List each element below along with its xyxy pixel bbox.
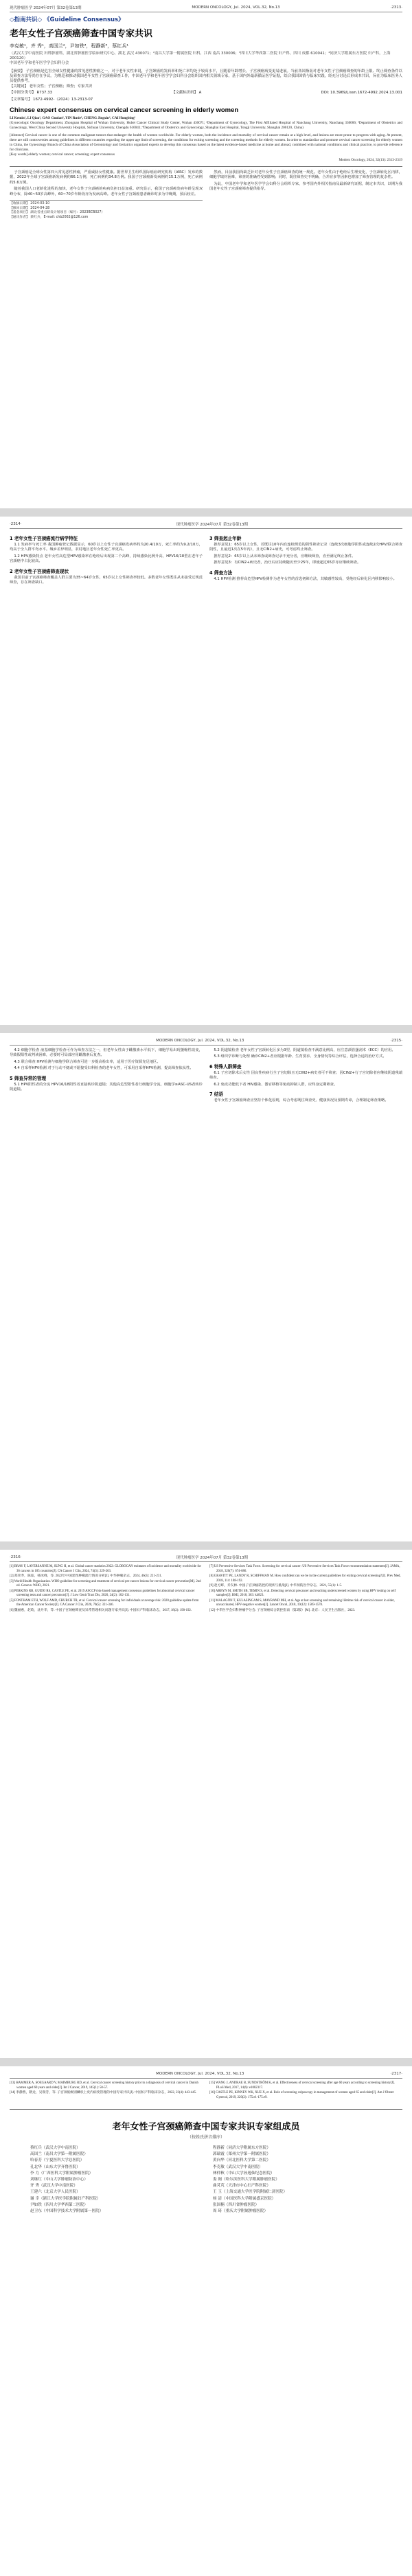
article-number: 【文章编号】 1672-4992-（2024）13-2313-07: [10, 97, 93, 102]
panel-member: 曲芃芃（天津市中心妇产科医院）: [213, 2184, 271, 2189]
paragraph: 6.1 子宫切除术后女性 因良性疾病行全子宫切除且无CIN2+病史者可不筛查；因CIN2+行子宫切除者应继续阴道残端筛查。: [209, 1070, 402, 1081]
panel-member: 赵卫东（中国科学技术大学附属第一医院）: [30, 2209, 104, 2214]
header-journal-en: MODERN ONCOLOGY, Jul. 2024, VOL.32, No.13: [156, 2071, 244, 2076]
reference-item: [7] US Preventive Services Task Force. Screening for cervical cancer: US Preventive Services Task Force recommendation statement[J]. JAMA, 2018, 320(7): 674-686.: [209, 1565, 400, 1573]
reference-item: [13] HAMMER A, SOEGAARD V, MAIMBURG RD, et al. Cervical cancer screening history prior to a diagnosis of cervical cancer in Danish women aged 60 years and older[J]. Int J Cancer, 2019, 145(1): 50-57.: [10, 2081, 198, 2090]
reference-item: [14] 李静然，隋龙，吴瑞芳，等. 子宫颈低级别鳞状上皮内病变管理的中国专家共识[J]. 中国妇产科临床杂志，2022, 23(4): 443-445.: [10, 2091, 197, 2094]
reference-item: [3] World Health Organization. WHO guideline for screening and treatment of cervical pre-cancer lesions for cervical cancer prevention[M]. 2nd ed. Geneva: WHO, 2021.: [10, 1579, 201, 1588]
reference-item: [1] BRAY F, LAVERSANNE M, SUNG H, et al. Global cancer statistics 2022: GLOBOCAN estimates of incidence and mortality worldwide for 36 cancers in 185 countries[J]. CA Cancer J Clin, 2024, 74(3): 229-263.: [10, 1565, 201, 1573]
header-journal-en: MODERN ONCOLOGY, Jul. 2024, VOL.32, No.13: [192, 5, 280, 10]
page-header: [10, 1554, 402, 1562]
page-header: [10, 4, 402, 12]
header-page-number: ·2314·: [10, 521, 22, 526]
reference-item: [15] WANG J, ANDRAE B, SUNDSTRÖM K, et al. Effectiveness of cervical screening after age 60 years according to screening history[J]. PLoS Med, 2017, 14(6): e1002317.: [209, 2081, 396, 2090]
divider: [10, 166, 402, 167]
header-journal-cn: 现代肿瘤医学 2024年07月 第32卷第13期: [176, 522, 248, 527]
column-right: [209, 1048, 402, 1105]
panel-member: 孔北华（山东大学齐鲁医院）: [30, 2165, 80, 2169]
reference-item: [16] CASTLE PE, KINNEY WK, XUE X, et al. Role of screening colposcopy in management of women aged 65 and older[J]. Am J Obstet Gynecol, 2019, 220(2): 175.e1-175.e9.: [209, 2091, 394, 2099]
expert-panel: [10, 2109, 402, 2215]
reference-item: [5] FONTHAM ETH, WOLF AMD, CHURCH TR, et al. Cervical cancer screening for individuals at average risk: 2020 guideline update from the American Cancer Society[J]. CA Cancer J Clin, 2020, 70(5): 321-346.: [10, 1598, 199, 1607]
reference-columns: [10, 1565, 402, 1614]
section-heading: 6 特殊人群筛查: [209, 1063, 242, 1070]
section-tag-en: 《Guideline Consensus》: [44, 16, 124, 23]
panel-member: 娄 阁（哈尔滨医科大学附属肿瘤医院）: [213, 2178, 279, 2182]
header-journal-en: MODERN ONCOLOGY, Jul. 2024, VOL.32, No.13: [156, 1038, 244, 1043]
section-heading: 7 结语: [209, 1092, 224, 1098]
page-5: [0, 2066, 412, 2576]
body-columns: [10, 170, 402, 220]
reference-item: [8] GRAVITT PE, LANDY R, SCHIFFMAN M. How confident can we be in the current guidelines for exiting cervical screening?[J]. Prev Med, 2018, 114: 188-192.: [209, 1574, 401, 1583]
paragraph: 我国目前子宫颈癌筛查覆盖人群主要为35~64岁女性，65岁以上女性筛查率较低。多数老年女性既往从未接受过规范筛查，存在筛查缺口。: [10, 575, 203, 585]
column-left: [10, 170, 203, 220]
page-1: [0, 0, 412, 508]
panel-member: 高国兰（南昌大学第一附属医院）: [30, 2152, 88, 2157]
panel-member: 哈春芳（宁夏医科大学总医院）: [30, 2158, 84, 2163]
body-columns: [10, 532, 402, 587]
section-heading: 3 筛查起止年龄: [209, 536, 242, 541]
section-heading: 5 筛查异常的管理: [10, 1075, 47, 1081]
column-right: [209, 2081, 402, 2101]
keywords-cn: 【关键词】 老年女性；子宫颈癌；筛查；专家共识: [10, 84, 93, 89]
paragraph: 随着我国人口老龄化进程的加快，老年女性子宫颈癌的疾病负担日益加重。研究显示，我国子宫颈癌发病年龄呈现双峰分布，除40~50岁高峰外，60~70岁年龄段亦为发病高峰。老年女性子宫颈癌患者确诊时多为中晚期，预后较差。: [10, 187, 203, 196]
panel-member: 杨 清（中国医科大学附属盛京医院）: [213, 2196, 276, 2201]
paragraph: 子宫颈癌是全球女性第四大常见恶性肿瘤，严重威胁女性健康。据世界卫生组织国际癌症研究机构（IARC）发布的数据，2022年全球子宫颈癌新发病例约66.1万例，死亡病例约34.8万例。我国子宫颈癌新发病例约15.1万例，死亡病例约5.6万例。: [10, 170, 203, 185]
reference-columns: [10, 2081, 402, 2101]
header-page-number: ·2315·: [390, 1038, 402, 1043]
section-tag-cn: ◇指南共识◇: [10, 16, 43, 23]
paragraph: 为此，中国老年学和老年医学学会妇科分会组织专家，参考国内外相关指南及最新研究证据，制定本共识，以期为我国老年女性子宫颈癌筛查提供指导。: [209, 181, 402, 192]
column-left: [10, 1565, 203, 1614]
column-left: [10, 532, 203, 587]
panel-title: 老年女性子宫颈癌筛查中国专家共识专家组成员: [112, 2122, 300, 2132]
member-list: [10, 2145, 402, 2215]
panel-member: 刘继红（中山大学肿瘤防治中心）: [30, 2178, 88, 2182]
article-title-cn: 老年女性子宫颈癌筛查中国专家共识: [10, 29, 153, 39]
panel-member: 程静新（同济大学附属东方医院）: [213, 2146, 271, 2150]
paragraph: 5.2 阴道镜检查 老年女性子宫颈转化区多为3型，阴道镜检查不满意比例高，应注意颈管搔刮术（ECC）的应用。: [214, 1048, 396, 1052]
page-3: [0, 1033, 412, 1541]
header-page-number: ·2316·: [10, 1555, 22, 1559]
reference-item: [6] 魏丽惠，赵昀，沈丹华，等. 中国子宫颈癌筛查及异常管理相关问题专家共识[J]. 中国妇产科临床杂志，2017, 18(2): 190-192.: [10, 1608, 192, 1612]
doi: DOI: 10.3969/j.issn.1672-4992.2024.13.001: [321, 91, 402, 95]
header-page-number: ·2313·: [390, 5, 402, 10]
citation-en: Modern Oncology, 2024, 32(13): 2313-2319: [339, 157, 402, 162]
panel-member: 谢 幸（浙江大学医学院附属妇产科医院）: [30, 2196, 101, 2201]
panel-member: 齐 秀（武汉大学中南医院）: [30, 2184, 78, 2189]
panel-member: 王建六（北京大学人民医院）: [30, 2190, 80, 2195]
panel-member: 李 力（广西医科大学附属肿瘤医院）: [30, 2171, 93, 2176]
doc-code: 【文献标识码】 A: [172, 91, 202, 95]
reference-item: [12] 中华医学会妇科肿瘤学分会. 子宫颈癌综合防控指南（第2版）[M]. 北京：人民卫生出版社，2023.: [209, 1608, 356, 1612]
authors-cn: 李克敏¹，齐 秀¹，高国兰²，尹如铁³，程静新⁴，蔡红兵¹: [10, 43, 129, 49]
section-heading: 2 老年女性子宫颈癌筛查现状: [10, 568, 69, 574]
panel-subtitle: （按姓氏拼音排序）: [187, 2135, 225, 2140]
panel-member: 王 玉（上海交通大学医学院附属仁济医院）: [213, 2190, 288, 2195]
affiliation-society: 中国老年学和老年医学学会妇科分会: [10, 61, 69, 66]
page-header: [10, 521, 402, 529]
paragraph: 4.1 HPV检测 推荐高危型HPV检测作为老年女性的首选初筛方法，其敏感性较高，受绝经后转化区内移影响较小。: [214, 576, 397, 581]
panel-member: 张国楠（四川省肿瘤医院）: [213, 2202, 260, 2207]
page-4: [0, 1550, 412, 2058]
column-left: [10, 2081, 203, 2101]
paragraph: 4.3 联合筛查 HPV检测与细胞学联合筛查可进一步提高检出率，适用于医疗资源充足地区。: [14, 1059, 161, 1064]
reference-item: [11] MALAGÓN T, KULASINGAM S, MAYRAND MH, et al. Age at last screening and remaining lifetime risk of cervical cancer in older, unvaccinated, HPV-negative women[J]. Lancet Oncol, 2018, 19(12): 1569-1578.: [209, 1598, 395, 1607]
paragraph: 4.2 细胞学检查 液基细胞学检查可作为筛查方法之一，但老年女性由于雌激素水平低下，细胞学易出现萎缩性改变，导致假阳性或判读困难，必要时可局部应用雌激素后复查。: [10, 1048, 203, 1058]
paragraph: 然而，目前我国尚缺乏针对老年女性子宫颈癌筛查的统一规范。老年女性由于绝经后生理变化，子宫颈转化区内移，细胞学取材困难，筛查的准确性受到影响；同时，既往筛查史不明确、合并症多等因素也增加了筛查管理的复杂性。: [209, 170, 402, 180]
page-header: [10, 2070, 402, 2079]
panel-member: 周 琦（重庆大学附属肿瘤医院）: [213, 2209, 268, 2214]
affiliation-cn: （武汉大学中南医院 妇科肿瘤科，湖北省肿瘤医学临床研究中心，湖北 武汉 430071；²南昌大学第一附属医院 妇科，江西 南昌 330006；³四川大学华西第二医院 妇产科，四川 成都 610041；⁴同济大学附属东方医院 妇产科，上海 200120）: [10, 52, 391, 61]
header-journal-cn: 现代肿瘤医学 2024年07月 第32卷第13期: [10, 5, 82, 10]
panel-member: 林仲秋（中山大学孙逸仙纪念医院）: [213, 2171, 275, 2176]
paragraph: 1.2 HPV感染特点 老年女性高危型HPV感染率在绝经后出现第二个高峰，持续感染比例升高，HPV16/18型在老年子宫颈癌中占比较高。: [10, 554, 203, 564]
section-heading: 4 筛查方法: [209, 569, 233, 576]
reference-item: [2] 郑荣寿，陈茹，韩冰峰，等. 2022年中国恶性肿瘤流行情况分析[J]. 中华肿瘤杂志，2024, 46(3): 221-231.: [10, 1574, 162, 1578]
abstract-en: [Abstract] Cervical cancer is one of the common malignant tumors that endanger the health of women worldwide. For elderly women, both the incidence and mortality of cervical cancer remain at a high level, and lesions are more prone to progress with aging. At present, there are still controversies among guidelines in different countries regarding the upper age limit of screening, the conditions for exiting screening and the screening methods for elderly women. In order to standardize and promote cervical cancer screening for elderly women in China, the Gynecology Branch of China Association of Gerontology and Geriatrics organized experts to develop this consensus based on the latest evidence-based medicine at home and abroad, combined with national conditions and clinical practice, to provide reference for clinicians.: [10, 133, 402, 152]
abstract-cn: 【摘要】 子宫颈癌是危害全球女性健康的常见恶性肿瘤之一。对于老年女性来说，子宫颈癌的发病率和死亡率均处于较高水平，且随着年龄增长，子宫颈癌病变更易进展。当前各国指南对老年女性子宫颈癌筛查的年龄上限、终止筛查条件以及筛查方法等尚存在争议。为规范和推动我国老年女性子宫颈癌筛查工作，中国老年学和老年医学学会妇科分会组织国内相关领域专家，基于国内外最新循证医学证据，结合我国国情与临床实践，经充分讨论后形成本共识，旨在为临床医务人员提供参考。: [10, 69, 402, 84]
recommendation: 推荐意见3：有CIN2+病史者，治疗后应持续随访至少25年，即使超过65岁亦应继续筛查。: [214, 561, 361, 565]
panel-member: 尹如铁（四川大学华西第二医院）: [30, 2202, 88, 2207]
section-heading: 1 老年女性子宫颈癌流行病学特征: [10, 536, 78, 541]
paragraph: 5.1 HPV阳性者的分流 HPV16/18阳性者直接转诊阴道镜；其他高危型阳性者行细胞学分流，细胞学≥ASC-US者转诊阴道镜。: [10, 1082, 203, 1092]
authors-en: LI Kemin¹, LI Qiao¹, GAO Guolan², YIN Rutie³, CHENG Jingxin⁴, CAI Hongbing¹: [10, 116, 136, 121]
footnotes: 【收稿日期】 2024-03-10 【修回日期】 2024-04-28 【基金项目】 湖北省重点研发计划项目（编号：2023BCB027） 【通讯作者】 蔡红兵，E-mail: chb2002@126.com: [10, 200, 203, 220]
article-meta: [10, 91, 402, 95]
section-tag: [10, 15, 402, 23]
body-columns: [10, 1048, 402, 1105]
affiliation-en: (Gynecologic Oncology Department, Zhongnan Hospital of Wuhan University, Hubei Cancer Clinical Study Center, Wuhan 430071; ²Department of Gynecology, The First Affiliated Hospital of Nanchang University, Nanchang 330006; ³Department of Obstetrics and Gynecology, West China Second University Hospital, Sichuan University, Chengdu 610041; ⁴Department of Obstetrics and Gynecology, Shanghai East Hospital, Tongji University, Shanghai 200120, China): [10, 121, 402, 131]
column-left: [10, 1048, 203, 1105]
panel-member: 黄向华（河北医科大学第二医院）: [213, 2158, 271, 2163]
header-page-number: ·2317·: [390, 2071, 402, 2076]
paragraph: 6.2 免疫功能低下者 HIV感染、器官移植等免疫抑制人群，应终身定期筛查。: [214, 1082, 338, 1087]
reference-item: [10] ARBYN M, SMITH SB, TEMIN S, et al. Detecting cervical precancer and reaching underscreened women by using HPV testing on self samples[J]. BMJ, 2018, 363: k4823.: [209, 1589, 396, 1597]
recommendation: 推荐意见2：65岁以上从未筛查或筛查记录不充分者，应继续筛查，直至满足终止条件。: [214, 554, 356, 558]
paragraph: 5.3 组织学诊断与处理 确诊CIN2+者应根据年龄、生育要求、全身情况等综合评估，选择合适的治疗方式。: [214, 1054, 387, 1059]
reference-item: [9] 赵方辉，乔友林. 中国子宫颈癌防控的现状与挑战[J]. 中华预防医学杂志，2021, 55(1): 1-5.: [209, 1584, 343, 1588]
panel-member: 郭瑞霞（郑州大学第一附属医院）: [213, 2152, 271, 2157]
keywords-en: [Key words] elderly women; cervical cancer; screening; expert consensus: [10, 152, 115, 157]
article-title-en: Chinese expert consensus on cervical cancer screening in elderly women: [10, 106, 239, 115]
column-right: [209, 170, 402, 220]
paragraph: 4.4 自采样HPV检测 对于行动不便或不愿接受妇科检查的老年女性，可采用自采样HPV检测，提高筛查依从性。: [14, 1066, 194, 1071]
panel-member: 蔡红兵（武汉大学中南医院）: [30, 2146, 80, 2150]
column-right: [209, 532, 402, 587]
column-right: [209, 1565, 402, 1614]
reference-item: [4] PERKINS RB, GUIDO RS, CASTLE PE, et al. 2019 ASCCP risk-based management consensus guidelines for abnormal cervical cancer screening tests and cancer precursors[J]. J Low Genit Tract Dis, 2020, 24(2): 102-131.: [10, 1589, 195, 1597]
clc-number: 【中图分类号】 R737.33: [10, 91, 53, 95]
panel-member: 李克敏（武汉大学中南医院）: [213, 2165, 263, 2169]
paragraph: 1.1 发病率与死亡率 我国肿瘤登记数据显示，60岁以上女性子宫颈癌发病率约为20.4/10万，死亡率约为9.2/10万，均高于全人群平均水平。城乡差异明显，农村地区老年女性死亡率更高。: [10, 543, 203, 552]
page-header: [10, 1037, 402, 1046]
header-journal-cn: 现代肿瘤医学 2024年07月 第32卷第13期: [176, 1555, 248, 1560]
recommendation: 推荐意见1：65岁以上女性，若既往10年内有连续规范的阴性筛查记录（连续3次细胞学阴性或连续2次HPV/联合筛查阴性，且最近1次在5年内），且无CIN2+病史，可考虑终止筛查。: [209, 543, 402, 552]
paragraph: 老年女性子宫颈癌筛查应坚持个体化原则，综合考虑既往筛查史、健康状况及预期寿命，合理制定筛查策略。: [214, 1098, 389, 1103]
page-2: [0, 517, 412, 1025]
